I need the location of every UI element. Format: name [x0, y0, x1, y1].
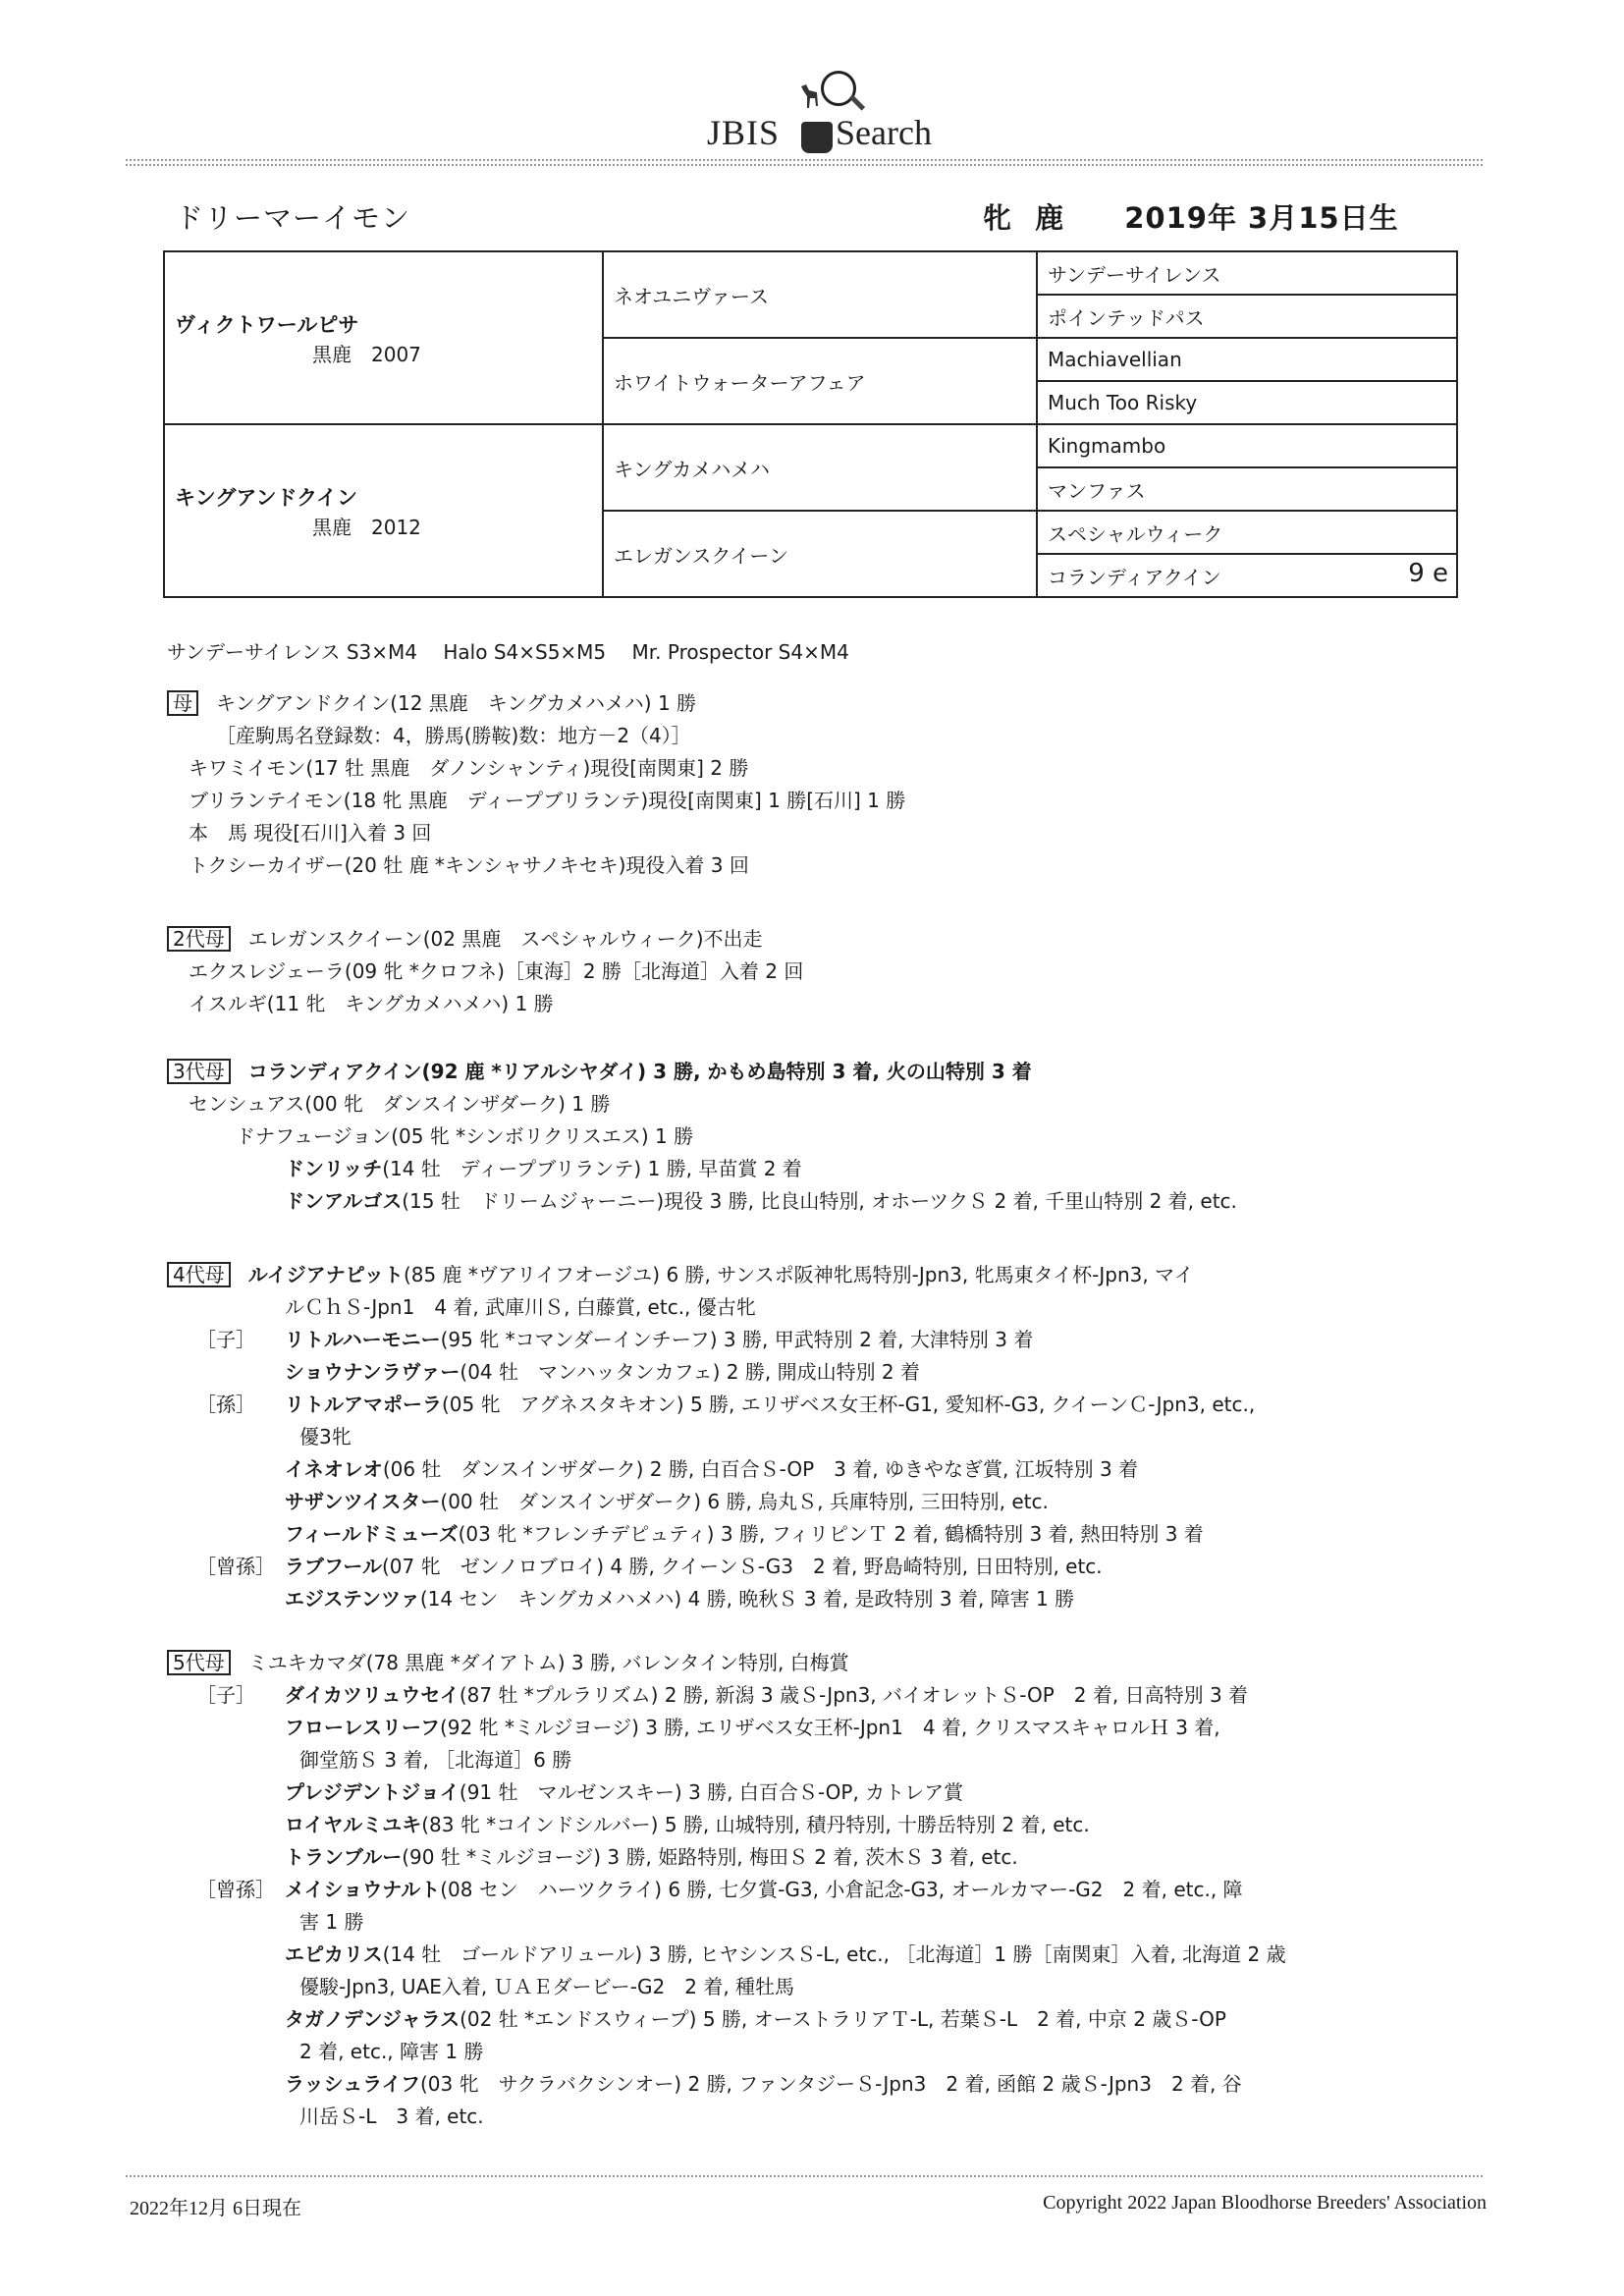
header-divider — [126, 164, 1483, 166]
family-line — [189, 785, 905, 813]
line-text: (04 牡 マンハッタンカフェ) 2 勝, 開成山特別 2 着 — [460, 1360, 921, 1384]
line-text: トクシーカイザー(20 牡 鹿 *キンシャサノキセキ)現役入着 3 回 — [189, 853, 749, 877]
horse-name-bold: イネオレオ — [285, 1457, 383, 1481]
family-line — [196, 1874, 1243, 1902]
line-text: (14 牡 ディープブリランテ) 1 勝, 早苗賞 2 着 — [382, 1157, 802, 1180]
line-text: 優駿-Jpn3, UAE入着, ＵＡＥダービー-G2 2 着, 種牡馬 — [299, 1975, 795, 1998]
sire-cell — [164, 251, 603, 424]
family-line — [299, 1906, 363, 1935]
line-text: コランディアクイン(92 鹿 *リアルシヤダイ) 3 勝, かもめ島特別 3 着, 火の山特別 3 着 — [247, 1060, 1032, 1083]
horse-name-bold: ラッシュライフ — [285, 2072, 420, 2096]
line-text: 害 1 勝 — [299, 1910, 364, 1934]
horse-color: 鹿 — [1035, 201, 1065, 235]
relation-tag: ［曾孫］ — [196, 1555, 275, 1578]
family-line — [285, 1153, 802, 1181]
family-line — [167, 1647, 849, 1675]
family-line — [299, 1421, 352, 1449]
line-text: (95 牝 *コマンダーインチーフ) 3 勝, 甲武特別 2 着, 大津特別 3 着 — [440, 1328, 1034, 1351]
family-line — [189, 1088, 610, 1117]
family-line — [167, 1259, 1194, 1287]
magnifier-handle-icon — [849, 94, 865, 110]
horse-name-bold: フィールドミューズ — [285, 1522, 459, 1546]
family-line — [189, 988, 554, 1016]
line-text: 2 着, etc., 障害 1 勝 — [299, 2040, 484, 2063]
horse-name-bold: ラブフール — [285, 1555, 382, 1578]
sire-name: ヴィクトワールピサ — [175, 312, 359, 337]
family-line — [285, 1583, 1074, 1612]
relation-tag: ［子］ — [196, 1328, 255, 1351]
family-line — [196, 1679, 1249, 1708]
family-line — [167, 923, 763, 952]
family-line — [167, 1056, 1032, 1084]
line-text: (14 セン キングカメハメハ) 4 勝, 晩秋Ｓ 3 着, 是政特別 3 着, 障害 1 勝 — [419, 1587, 1075, 1611]
horse-name-bold: ダイカツリュウセイ — [285, 1683, 460, 1707]
great-grandparent-cell: Machiavellian — [1037, 338, 1457, 381]
horse-name-bold: プレジデントジョイ — [285, 1780, 460, 1804]
grandparent-cell: ネオユニヴァース — [603, 251, 1037, 338]
line-text: キワミイモン(17 牡 黒鹿 ダノンシャンティ)現役[南関東] 2 勝 — [189, 756, 749, 780]
horse-name-bold: ロイヤルミユキ — [285, 1813, 422, 1836]
horse-name-bold: ドンリッチ — [285, 1157, 383, 1180]
horse-birth: 2019年 3月15日生 — [1124, 201, 1399, 235]
line-text: エレガンスクイーン(02 黒鹿 スペシャルウィーク)不出走 — [247, 927, 763, 951]
line-text: (92 牝 *ミルジヨージ) 3 勝, エリザベス女王杯-Jpn1 4 着, クリスマスキャロルＨ 3 着, — [440, 1716, 1220, 1739]
line-text: (03 牝 *フレンチデピュティ) 3 勝, フィリピンＴ 2 着, 鶴橋特別 3 着, 熱田特別 3 着 — [458, 1522, 1204, 1546]
great-grandparent-cell: Kingmambo — [1037, 424, 1457, 467]
line-text: ミユキカマダ(78 黒鹿 *ダイアトム) 3 勝, バレンタイン特別, 白梅賞 — [247, 1651, 849, 1674]
footer-divider — [126, 2175, 1483, 2177]
line-text: キングアンドクイン(12 黒鹿 キングカメハメハ) 1 勝 — [216, 691, 697, 715]
family-line — [285, 1486, 1049, 1514]
line-text: (03 牝 サクラバクシンオー) 2 勝, ファンタジーＳ-Jpn3 2 着, 函館 2 歳Ｓ-Jpn3 2 着, 谷 — [420, 2072, 1242, 2096]
line-text: ［産駒馬名登録数：4，勝馬(勝鞍)数：地方－2（4）］ — [216, 724, 691, 747]
family-line — [196, 1551, 1103, 1579]
family-line — [189, 817, 431, 846]
family-line — [216, 720, 691, 748]
line-text: (14 牡 ゴールドアリュール) 3 勝, ヒヤシンスＳ-L, etc., ［北海道］1 勝［南関東］入着, 北海道 2 歳 — [382, 1942, 1286, 1966]
logo-text-search: Search — [836, 113, 932, 152]
inbreeding-line: サンデーサイレンス S3×M4 Halo S4×S5×M5 Mr. Prospector S4×M4 — [167, 640, 849, 664]
family-line — [285, 1712, 1220, 1740]
line-text: (87 牡 *プルラリズム) 2 勝, 新潟 3 歳Ｓ-Jpn3, バイオレットＳ-OP 2 着, 日高特別 3 着 — [459, 1683, 1249, 1707]
family-line — [196, 1389, 1256, 1417]
logo-drum-icon — [801, 122, 833, 153]
section-label: 4代母 — [167, 1262, 231, 1287]
horse-name-bold: メイショウナルト — [285, 1878, 441, 1901]
dam-cell — [164, 424, 603, 597]
line-text: 優3牝 — [299, 1425, 352, 1449]
line-text: エクスレジェーラ(09 牝 *クロフネ)［東海］2 勝［北海道］入着 2 回 — [189, 959, 804, 983]
dam-name: キングアンドクイン — [175, 485, 358, 510]
line-text: ルＣｈＳ-Jpn1 4 着, 武庫川Ｓ, 白藤賞, etc., 優古牝 — [285, 1295, 756, 1319]
line-text: イスルギ(11 牝 キングカメハメハ) 1 勝 — [189, 992, 554, 1015]
relation-tag: ［孫］ — [196, 1393, 255, 1416]
family-line — [189, 956, 803, 984]
line-text: (06 牡 ダンスインザダーク) 2 勝, 白百合Ｓ-OP 3 着, ゆきやなぎ賞, 江坂特別 3 着 — [382, 1457, 1139, 1481]
line-text: (85 鹿 *ヴアリイフオージユ) 6 勝, サンスポ阪神牝馬特別-Jpn3, 牝馬東タイ杯-Jpn3, マイ — [403, 1263, 1194, 1286]
section-label: 母 — [167, 690, 198, 716]
horse-title-row — [175, 196, 1471, 236]
horse-info — [983, 196, 1411, 237]
family-line — [285, 1185, 1237, 1214]
horse-name-bold: ルイジアナピット — [247, 1263, 404, 1286]
horse-name-bold: フローレスリーフ — [285, 1716, 440, 1739]
line-text: ブリランテイモン(18 牝 黒鹿 ディープブリランテ)現役[南関東] 1 勝[石川] 1 勝 — [189, 789, 906, 812]
family-line — [189, 849, 749, 878]
line-text: (07 牝 ゼンノロブロイ) 4 勝, クイーンＳ-G3 2 着, 野島崎特別, 日田特別, etc. — [382, 1555, 1103, 1578]
family-line — [196, 1324, 1034, 1352]
great-grandparent-cell: スペシャルウィーク — [1037, 511, 1457, 554]
family-line — [285, 1518, 1204, 1547]
line-text: 御堂筋Ｓ 3 着, ［北海道］6 勝 — [299, 1748, 572, 1772]
great-grandparent-cell — [1037, 554, 1457, 597]
family-line — [285, 2003, 1226, 2032]
relation-tag: ［子］ — [196, 1683, 255, 1707]
line-text: (90 牡 *ミルジヨージ) 3 勝, 姫路特別, 梅田Ｓ 2 着, 茨木Ｓ 3 着, etc. — [402, 1845, 1018, 1869]
horse-sex: 牝 — [983, 201, 1013, 235]
great-grandparent-cell: サンデーサイレンス — [1037, 251, 1457, 295]
line-text: (91 牡 マルゼンスキー) 3 勝, 白百合Ｓ-OP, カトレア賞 — [459, 1780, 964, 1804]
relation-tag: ［曾孫］ — [196, 1878, 275, 1901]
line-text: 本 馬 現役[石川]入着 3 回 — [189, 821, 432, 845]
great-grandparent-cell: ポインテッドパス — [1037, 295, 1457, 338]
horse-name-bold: トランブルー — [285, 1845, 403, 1869]
horse-name-bold: エピカリス — [285, 1942, 383, 1966]
footer-date: 2022年12月 6日現在 — [130, 2198, 301, 2219]
horse-icon — [797, 82, 821, 122]
grandparent-cell: エレガンスクイーン — [603, 511, 1037, 597]
family-line — [285, 1356, 920, 1385]
great-grandparent-name: コランディアクイン — [1048, 565, 1221, 589]
family-line — [285, 1809, 1090, 1837]
family-line — [285, 1453, 1138, 1482]
horse-name-bold: ショウナンラヴァー — [285, 1360, 460, 1384]
horse-name-bold: タガノデンジャラス — [285, 2007, 460, 2031]
sire-detail: 黒鹿 2007 — [312, 342, 421, 366]
grandparent-cell: ホワイトウォーターアフェア — [603, 338, 1037, 424]
line-text: (05 牝 アグネスタキオン) 5 勝, エリザベス女王杯-G1, 愛知杯-G3, クイーンＣ-Jpn3, etc., — [442, 1393, 1256, 1416]
section-label: 5代母 — [167, 1650, 231, 1675]
header-divider — [126, 159, 1483, 161]
horse-name-bold: エジステンツァ — [285, 1587, 420, 1611]
family-line — [285, 1777, 963, 1805]
family-line — [167, 687, 696, 716]
line-text: (08 セン ハーツクライ) 6 勝, 七夕賞-G3, 小倉記念-G3, オールカマー-G2 2 着, etc., 障 — [440, 1878, 1243, 1901]
family-line — [285, 1939, 1286, 1967]
horse-name-bold: リトルハーモニー — [285, 1328, 441, 1351]
line-text: 川岳Ｓ-L 3 着, etc. — [299, 2105, 484, 2128]
horse-name: ドリーマーイモン — [175, 201, 411, 235]
family-line — [299, 1971, 794, 1999]
footer-copyright: Copyright 2022 Japan Bloodhorse Breeders' Association — [1043, 2192, 1487, 2214]
line-text: ドナフュージョン(05 牝 *シンボリクリスエス) 1 勝 — [236, 1124, 694, 1148]
family-number: 9 e — [1408, 559, 1448, 588]
great-grandparent-cell: Much Too Risky — [1037, 381, 1457, 424]
family-line — [299, 2101, 484, 2129]
line-text: (00 牡 ダンスインザダーク) 6 勝, 烏丸Ｓ, 兵庫特別, 三田特別, etc. — [440, 1490, 1049, 1513]
family-line — [189, 752, 748, 781]
pedigree-table — [163, 250, 1458, 598]
line-text: センシュアス(00 牝 ダンスインザダーク) 1 勝 — [189, 1092, 611, 1116]
horse-name-bold: サザンツイスター — [285, 1490, 441, 1513]
section-label: 2代母 — [167, 926, 231, 952]
family-line — [299, 2036, 483, 2064]
line-text: (02 牡 *エンドスウィープ) 5 勝, オーストラリアＴ-L, 若葉Ｓ-L 2 着, 中京 2 歳Ｓ-OP — [460, 2007, 1226, 2031]
line-text: (83 牝 *コインドシルバー) 5 勝, 山城特別, 積丹特別, 十勝岳特別 2 着, etc. — [421, 1813, 1090, 1836]
line-text: (15 牡 ドリームジャーニー)現役 3 勝, 比良山特別, オホーツクＳ 2 着, 千里山特別 2 着, etc. — [402, 1189, 1237, 1213]
family-line — [236, 1121, 693, 1149]
section-label: 3代母 — [167, 1059, 231, 1084]
family-line — [285, 1841, 1018, 1870]
jbis-search-logo — [707, 71, 952, 159]
family-line — [285, 2068, 1242, 2097]
grandparent-cell: キングカメハメハ — [603, 424, 1037, 511]
horse-name-bold: リトルアマポーラ — [285, 1393, 442, 1416]
horse-name-bold: ドンアルゴス — [285, 1189, 403, 1213]
family-line — [285, 1291, 756, 1320]
dam-detail: 黒鹿 2012 — [312, 515, 421, 539]
great-grandparent-cell: マンファス — [1037, 467, 1457, 511]
family-line — [299, 1744, 571, 1773]
logo-text-jbis: JBIS — [707, 113, 781, 152]
